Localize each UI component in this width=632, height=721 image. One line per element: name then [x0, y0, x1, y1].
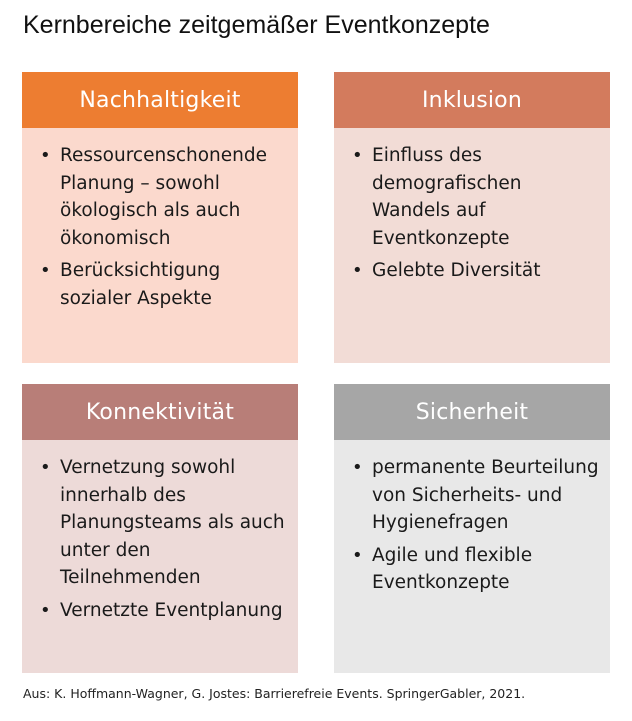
list-item-text: Ressourcenschonende Planung – sowohl ökologisch als auch ökonomisch	[60, 145, 268, 249]
card-heading: Konnektivität	[22, 384, 298, 440]
list-item	[40, 597, 288, 625]
bullet-icon: •	[40, 457, 51, 478]
source-citation: Aus: K. Hoffmann-Wagner, G. Jostes: Barrierefreie Events. SpringerGabler, 2021.	[23, 686, 526, 701]
list-item-text: Berücksichtigung sozialer Aspekte	[60, 260, 221, 309]
list-item-text: Einfluss des demografischen Wandels auf Eventkonzepte	[372, 145, 522, 249]
list-item	[352, 542, 600, 597]
bullet-icon: •	[40, 145, 51, 166]
bullet-icon: •	[352, 544, 363, 566]
card-konnektivitaet	[22, 384, 298, 673]
list-item-text: permanente Beurteilung von Sicherheits- und Hygienefragen	[372, 457, 599, 533]
bullet-icon: •	[352, 457, 363, 478]
list-item	[352, 257, 600, 285]
bullet-list	[40, 142, 288, 312]
card-body	[22, 440, 298, 673]
card-heading: Inklusion	[334, 72, 610, 128]
bullet-list	[40, 454, 288, 624]
list-item	[40, 257, 288, 312]
card-inklusion	[334, 72, 610, 363]
list-item	[352, 454, 600, 537]
card-heading: Sicherheit	[334, 384, 610, 440]
card-sicherheit	[334, 384, 610, 673]
bullet-list	[352, 454, 600, 597]
list-item-text: Gelebte Diversität	[372, 260, 541, 281]
card-nachhaltigkeit	[22, 72, 298, 363]
list-item-text: Vernetzte Eventplanung	[60, 599, 283, 621]
list-item	[40, 142, 288, 252]
bullet-icon: •	[40, 599, 51, 621]
card-body	[334, 440, 610, 673]
bullet-icon: •	[352, 145, 363, 166]
card-body	[22, 128, 298, 363]
bullet-icon: •	[352, 260, 363, 281]
card-body	[334, 128, 610, 363]
list-item-text: Agile und flexible Eventkonzepte	[372, 544, 533, 593]
page-title: Kernbereiche zeitgemäßer Eventkonzepte	[23, 11, 490, 39]
bullet-icon: •	[40, 260, 51, 281]
bullet-list	[352, 142, 600, 285]
list-item	[352, 142, 600, 252]
card-heading: Nachhaltigkeit	[22, 72, 298, 128]
list-item	[40, 454, 288, 592]
list-item-text: Vernetzung sowohl innerhalb des Planungsteams als auch unter den Teilnehmenden	[60, 457, 285, 588]
